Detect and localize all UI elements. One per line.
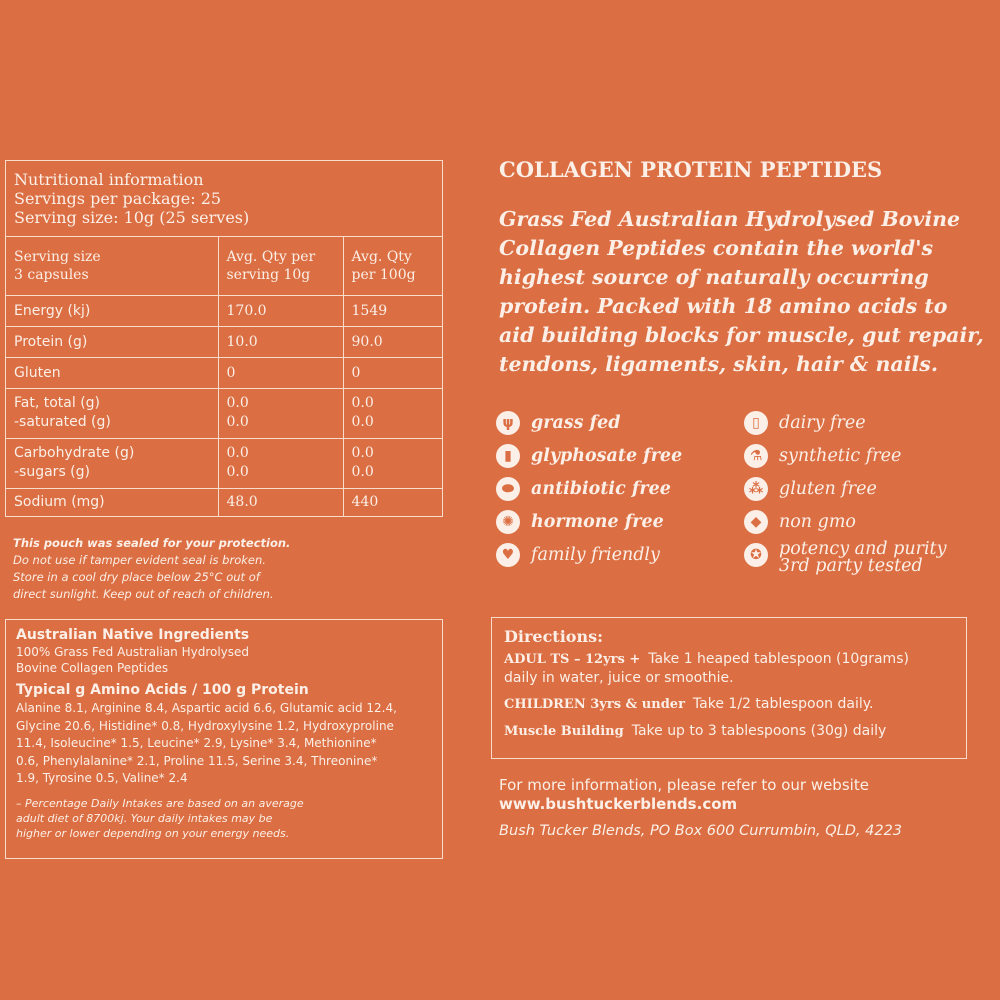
per100-value: 90.0 — [343, 326, 442, 357]
product-description: Grass Fed Australian Hydrolysed Bovine Collagen Peptides contain the world's highest source of naturally occurring protein. Packed with 18 amino acids to aid building blocks for muscle, gut repair, tendons, ligaments, skin, hair & nails. — [499, 207, 984, 376]
website-link[interactable]: www.bushtuckerblends.com — [499, 795, 738, 813]
column-header: Avg. Qty per 100g — [343, 237, 442, 295]
serving-size: Serving size: 10g (25 serves) — [14, 208, 250, 227]
table-row — [6, 388, 442, 438]
award-ribbon-icon: ✪ — [744, 543, 768, 567]
serving-value: 0.0 0.0 — [218, 388, 343, 438]
row-label: Protein (g) — [6, 326, 218, 357]
table-row — [6, 438, 442, 488]
note-line: direct sunlight. Keep out of reach of children. — [13, 587, 274, 601]
more-info-text: For more information, please refer to our website — [499, 776, 869, 794]
nutrition-table — [6, 237, 442, 516]
amino-title: Typical g Amino Acids / 100 g Protein — [16, 682, 309, 698]
row-label: Fat, total (g) -saturated (g) — [6, 388, 218, 438]
per100-value: 0.0 0.0 — [343, 438, 442, 488]
feature-hormone-free: ✺ hormone free — [496, 510, 664, 534]
feature-gluten-free: ⁂ gluten free — [744, 477, 877, 501]
direction-muscle: Muscle Building Take up to 3 tablespoons (30g) daily — [504, 723, 887, 739]
servings-per-package: Servings per package: 25 — [14, 189, 222, 208]
column-header: Serving size 3 capsules — [6, 237, 218, 295]
per100-value: 440 — [343, 488, 442, 516]
flask-icon: ⚗ — [744, 444, 768, 468]
feature-glyphosate-free: ▮ glyphosate free — [496, 444, 682, 468]
feature-antibiotic-free: ⬬ antibiotic free — [496, 477, 671, 501]
feature-grass-fed: ψ grass fed — [496, 411, 621, 435]
note-line: Do not use if tamper evident seal is broken. — [13, 553, 266, 567]
feature-synthetic-free: ⚗ synthetic free — [744, 444, 901, 468]
storage-note — [13, 535, 290, 603]
feature-potency-purity: ✪ potency and purity 3rd party tested — [744, 543, 979, 575]
direction-adults: ADUL TS – 12yrs + Take 1 heaped tablespoon (10grams) daily in water, juice or smoothie. — [504, 651, 909, 686]
feature-non-gmo: ◆ non gmo — [744, 510, 856, 534]
per100-value: 0 — [343, 357, 442, 388]
table-row — [6, 295, 442, 326]
feature-dairy-free: ▯ dairy free — [744, 411, 866, 435]
table-row — [6, 326, 442, 357]
company-address: Bush Tucker Blends, PO Box 600 Currumbin, QLD, 4223 — [499, 823, 903, 839]
column-header: Avg. Qty per serving 10g — [218, 237, 343, 295]
candy-icon: ◆ — [744, 510, 768, 534]
more-info — [499, 776, 869, 814]
note-line: Store in a cool dry place below 25°C out of — [13, 570, 260, 584]
directions-panel — [491, 617, 967, 759]
product-title: COLLAGEN PROTEIN PEPTIDES — [499, 157, 883, 182]
row-label: Energy (kj) — [6, 295, 218, 326]
spray-bottle-icon: ▮ — [496, 444, 520, 468]
molecule-icon: ✺ — [496, 510, 520, 534]
table-row — [6, 357, 442, 388]
serving-value: 48.0 — [218, 488, 343, 516]
milk-bottle-icon: ▯ — [744, 411, 768, 435]
row-label: Sodium (mg) — [6, 488, 218, 516]
nutrition-panel — [5, 160, 443, 517]
ingredients-text: 100% Grass Fed Australian Hydrolysed Bovine Collagen Peptides — [16, 645, 250, 675]
ingredients-panel — [5, 619, 443, 859]
feature-family-friendly: ♥ family friendly — [496, 543, 660, 567]
wheat-icon: ⁂ — [744, 477, 768, 501]
nutrition-title: Nutritional information — [14, 170, 204, 189]
note-line: This pouch was sealed for your protection. — [13, 536, 291, 550]
ingredients-title: Australian Native Ingredients — [16, 627, 250, 643]
amino-list: Alanine 8.1, Arginine 8.4, Aspartic acid 6.6, Glutamic acid 12.4, Glycine 20.6, Histidine* 0.8, Hydroxylysine 1.2, Hydroxyproline 11.4, Isoleucine* 1.5, Leucine* 2.9, Lysine* 3.4, Methionine* 0.6, Phenylalanine* 2.1, Proline 11.5, Serine 3.4, Threonine* 1.9, Tyrosine 0.5, Valine* 2.4 — [16, 701, 397, 785]
per100-value: 1549 — [343, 295, 442, 326]
table-row — [6, 488, 442, 516]
direction-children: CHILDREN 3yrs & under Take 1/2 tablespoon daily. — [504, 696, 874, 712]
pill-icon: ⬬ — [496, 477, 520, 501]
serving-value: 170.0 — [218, 295, 343, 326]
serving-value: 0.0 0.0 — [218, 438, 343, 488]
daily-intake-footnote: – Percentage Daily Intakes are based on an average adult diet of 8700kj. Your daily intakes may be higher or lower depending on your energy needs. — [16, 796, 304, 840]
row-label: Carbohydrate (g) -sugars (g) — [6, 438, 218, 488]
directions-title: Directions: — [504, 627, 603, 646]
per100-value: 0.0 0.0 — [343, 388, 442, 438]
serving-value: 0 — [218, 357, 343, 388]
table-header-row — [6, 237, 442, 295]
serving-value: 10.0 — [218, 326, 343, 357]
grass-icon: ψ — [496, 411, 520, 435]
nutrition-header — [6, 161, 442, 237]
heart-icon: ♥ — [496, 543, 520, 567]
row-label: Gluten — [6, 357, 218, 388]
